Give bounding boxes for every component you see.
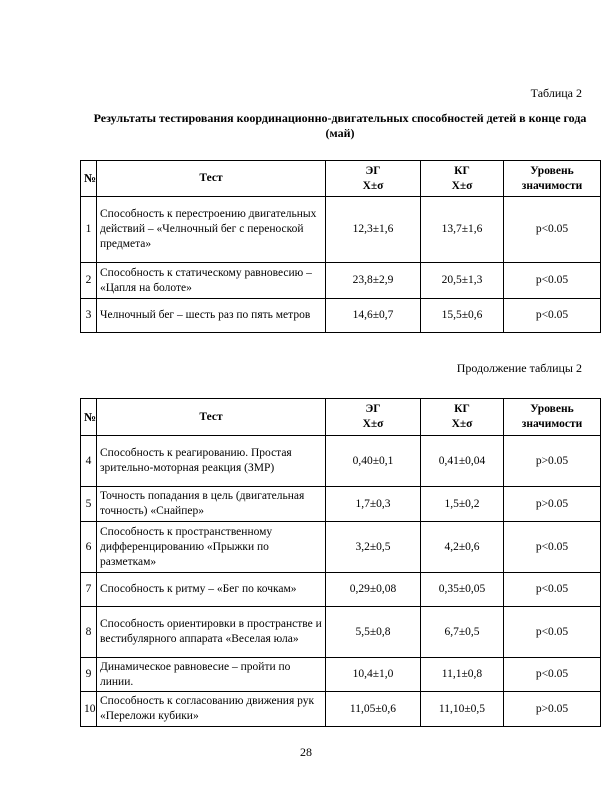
- header-eg-stat: X±σ: [362, 418, 384, 430]
- row-test: Способность к пространственному дифференцированию «Прыжки по разметкам»: [97, 522, 326, 573]
- row-significance: p<0.05: [504, 197, 601, 263]
- row-eg-value: 1,7±0,3: [326, 487, 421, 522]
- header-kg-stat: X±σ: [451, 418, 473, 430]
- row-significance: p<0.05: [504, 299, 601, 333]
- table-row: [81, 299, 601, 333]
- row-kg-value: 11,1±0,8: [421, 658, 504, 692]
- row-test: Челночный бег – шесть раз по пять метров: [97, 299, 326, 333]
- row-kg-value: 4,2±0,6: [421, 522, 504, 573]
- row-significance: p>0.05: [504, 692, 601, 727]
- header-number: №: [81, 161, 97, 197]
- row-test: Динамическое равновесие – пройти по линии.: [97, 658, 326, 692]
- page-number: 28: [300, 745, 312, 759]
- results-table-part-2: [80, 398, 601, 727]
- table-row: [81, 658, 601, 692]
- row-kg-value: 0,41±0,04: [421, 436, 504, 487]
- header-eg-stat: X±σ: [362, 179, 384, 192]
- row-significance: p<0.05: [504, 522, 601, 573]
- header-eg: [326, 399, 421, 436]
- table-row: [81, 607, 601, 658]
- row-significance: p<0.05: [504, 607, 601, 658]
- row-eg-value: 14,6±0,7: [326, 299, 421, 333]
- row-kg-value: 6,7±0,5: [421, 607, 504, 658]
- header-level-line1: Уровень: [530, 403, 574, 415]
- row-significance: p>0.05: [504, 436, 601, 487]
- row-significance: p<0.05: [504, 263, 601, 299]
- header-eg-label: ЭГ: [365, 164, 381, 177]
- row-test: Способность к перестроению двигательных действий – «Челночный бег с переноской предмета»: [97, 197, 326, 263]
- header-level-line1: Уровень: [530, 164, 574, 177]
- table-row: [81, 692, 601, 727]
- header-kg: [421, 161, 504, 197]
- row-eg-value: 11,05±0,6: [326, 692, 421, 727]
- row-significance: p<0.05: [504, 658, 601, 692]
- results-table-part-1: [80, 160, 601, 333]
- row-eg-value: 3,2±0,5: [326, 522, 421, 573]
- header-test: Тест: [97, 161, 326, 197]
- header-level-line2: значимости: [521, 179, 583, 192]
- row-kg-value: 15,5±0,6: [421, 299, 504, 333]
- row-number: 6: [81, 522, 97, 573]
- row-number: 1: [81, 197, 97, 263]
- table-row: [81, 522, 601, 573]
- row-kg-value: 0,35±0,05: [421, 573, 504, 607]
- table-caption: Таблица 2: [530, 86, 582, 100]
- table-row: [81, 263, 601, 299]
- row-test: Способность к ритму – «Бег по кочкам»: [97, 573, 326, 607]
- row-significance: p>0.05: [504, 487, 601, 522]
- row-eg-value: 23,8±2,9: [326, 263, 421, 299]
- row-number: 4: [81, 436, 97, 487]
- row-significance: p<0.05: [504, 573, 601, 607]
- header-eg: [326, 161, 421, 197]
- row-eg-value: 0,40±0,1: [326, 436, 421, 487]
- row-test: Способность к статическому равновесию – «Цапля на болоте»: [97, 263, 326, 299]
- table-row: [81, 487, 601, 522]
- table-header-row: [81, 161, 601, 197]
- header-kg-label: КГ: [454, 403, 470, 415]
- row-kg-value: 20,5±1,3: [421, 263, 504, 299]
- row-number: 2: [81, 263, 97, 299]
- row-test: Способность к согласованию движения рук «Переложи кубики»: [97, 692, 326, 727]
- row-test: Способность к реагированию. Простая зрительно-моторная реакция (ЗМР): [97, 436, 326, 487]
- row-eg-value: 10,4±1,0: [326, 658, 421, 692]
- header-kg-stat: X±σ: [451, 179, 473, 192]
- row-eg-value: 5,5±0,8: [326, 607, 421, 658]
- header-level-line2: значимости: [521, 418, 583, 430]
- header-kg-label: КГ: [454, 164, 470, 177]
- header-number: №: [81, 399, 97, 436]
- row-number: 5: [81, 487, 97, 522]
- row-number: 9: [81, 658, 97, 692]
- header-level: [504, 161, 601, 197]
- header-test: Тест: [97, 399, 326, 436]
- row-number: 10: [81, 692, 97, 727]
- row-test: Способность ориентировки в пространстве и вестибулярного аппарата «Веселая юла»: [97, 607, 326, 658]
- row-kg-value: 13,7±1,6: [421, 197, 504, 263]
- table-continuation-label: Продолжение таблицы 2: [456, 361, 582, 375]
- row-eg-value: 12,3±1,6: [326, 197, 421, 263]
- row-test: Точность попадания в цель (двигательная точность) «Снайпер»: [97, 487, 326, 522]
- header-kg: [421, 399, 504, 436]
- row-number: 7: [81, 573, 97, 607]
- row-kg-value: 1,5±0,2: [421, 487, 504, 522]
- table-title: Результаты тестирования координационно-двигательных способностей детей в конце года (май): [93, 111, 587, 140]
- row-number: 3: [81, 299, 97, 333]
- table-row: [81, 436, 601, 487]
- row-eg-value: 0,29±0,08: [326, 573, 421, 607]
- row-kg-value: 11,10±0,5: [421, 692, 504, 727]
- header-eg-label: ЭГ: [365, 403, 381, 415]
- table-header-row: [81, 399, 601, 436]
- table-row: [81, 197, 601, 263]
- table-row: [81, 573, 601, 607]
- header-level: [504, 399, 601, 436]
- row-number: 8: [81, 607, 97, 658]
